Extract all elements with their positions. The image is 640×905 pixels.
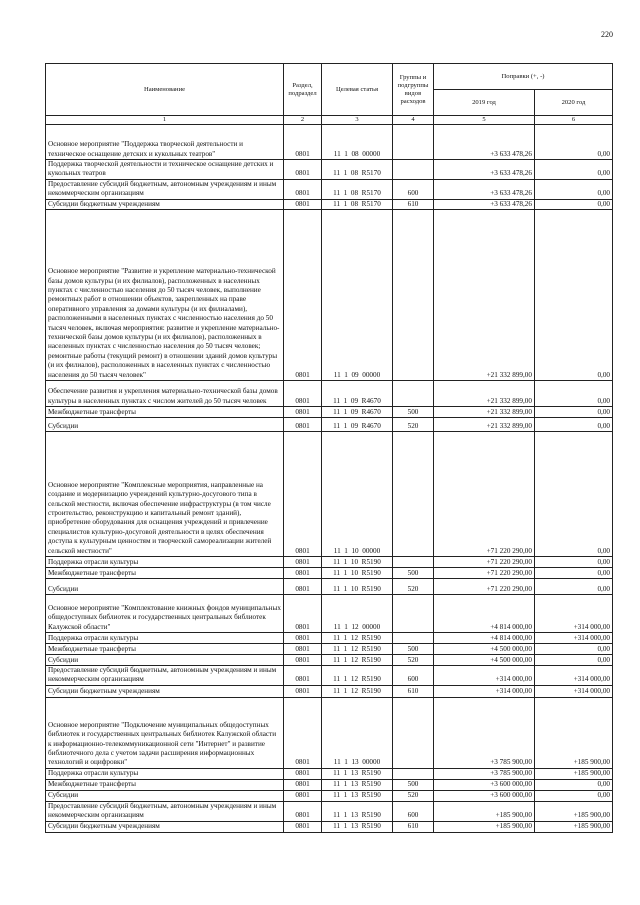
cell-2019: +3 785 900,00 <box>434 768 535 779</box>
cell-target: 11 1 13 R5190 <box>322 768 393 779</box>
cell-group <box>393 768 434 779</box>
column-number: 6 <box>535 116 613 125</box>
cell-section: 0801 <box>284 418 322 432</box>
cell-group: 600 <box>393 179 434 199</box>
cell-name: Межбюджетные трансферты <box>46 568 284 579</box>
table-body <box>46 125 613 833</box>
column-number: 3 <box>322 116 393 125</box>
cell-section: 0801 <box>284 125 322 160</box>
cell-2019: +4 500 000,00 <box>434 655 535 666</box>
cell-name: Субсидии бюджетным учреждениям <box>46 199 284 209</box>
cell-2020: 0,00 <box>535 160 613 180</box>
cell-group <box>393 595 434 633</box>
header-name: Наименование <box>46 64 284 116</box>
table-row <box>46 125 613 160</box>
column-number: 1 <box>46 116 284 125</box>
cell-group: 500 <box>393 407 434 418</box>
cell-name: Основное мероприятие "Развитие и укрепление материально-технической базы домов культуры (и их филиалов), расположенных в населенных пунктах с численностью населения до 50 тысяч человек, выполнение ремонтных работ в отношении объектов, закрепленных на праве оперативного управления за домами культуры (и их филиалами), расположенными в населенных пунктах с численностью населения до 50 тысяч человек, включая мероприятия: развитие и укрепление материально-технической базы домов культуры (и их филиалов), расположенных в населенных пунктах с численностью населения до 50 тысяч человек; ремонтные работы (текущий ремонт) в отношении зданий домов культуры (и их филиалов), расположенных в населенных пунктах с численностью населения до 50 тысяч человек" <box>46 210 284 381</box>
cell-2020: 0,00 <box>535 179 613 199</box>
cell-section: 0801 <box>284 655 322 666</box>
table-row <box>46 160 613 180</box>
cell-name: Субсидии <box>46 655 284 666</box>
cell-2019: +3 633 478,26 <box>434 179 535 199</box>
table-row <box>46 666 613 686</box>
cell-section: 0801 <box>284 579 322 595</box>
cell-group <box>393 381 434 407</box>
cell-target: 11 1 08 R5170 <box>322 199 393 209</box>
cell-2019: +4 814 000,00 <box>434 633 535 644</box>
cell-section: 0801 <box>284 633 322 644</box>
cell-target: 11 1 08 R5170 <box>322 160 393 180</box>
cell-section: 0801 <box>284 160 322 180</box>
cell-section: 0801 <box>284 210 322 381</box>
cell-2020: 0,00 <box>535 199 613 209</box>
cell-group: 610 <box>393 821 434 832</box>
cell-section: 0801 <box>284 568 322 579</box>
header-section: Раздел, подраздел <box>284 64 322 116</box>
cell-2020: 0,00 <box>535 655 613 666</box>
cell-2020: 0,00 <box>535 790 613 801</box>
cell-section: 0801 <box>284 407 322 418</box>
cell-target: 11 1 09 00000 <box>322 210 393 381</box>
cell-2020: 0,00 <box>535 432 613 557</box>
cell-2019: +3 600 000,00 <box>434 779 535 790</box>
cell-target: 11 1 08 R5170 <box>322 179 393 199</box>
cell-2020: +185 900,00 <box>535 768 613 779</box>
cell-section: 0801 <box>284 790 322 801</box>
cell-target: 11 1 12 00000 <box>322 595 393 633</box>
cell-2019: +185 900,00 <box>434 801 535 821</box>
cell-group: 520 <box>393 579 434 595</box>
cell-2020: +185 900,00 <box>535 821 613 832</box>
cell-2020: 0,00 <box>535 418 613 432</box>
cell-2020: 0,00 <box>535 407 613 418</box>
table-row <box>46 210 613 381</box>
cell-group <box>393 210 434 381</box>
table-row <box>46 779 613 790</box>
cell-group <box>393 432 434 557</box>
cell-2019: +3 785 900,00 <box>434 697 535 768</box>
cell-name: Основное мероприятие "Поддержка творческой деятельности и техническое оснащение детских и кукольных театров" <box>46 125 284 160</box>
cell-2020: 0,00 <box>535 557 613 568</box>
header-groups: Группы и подгруппы видов расходов <box>393 64 434 116</box>
table-row <box>46 685 613 697</box>
table-row <box>46 768 613 779</box>
cell-group <box>393 697 434 768</box>
cell-section: 0801 <box>284 381 322 407</box>
cell-name: Основное мероприятие "Подключение муниципальных общедоступных библиотек и государственных центральных библиотек Калужской области к информационно-телекоммуникационной сети "Интернет" и развитие библиотечного дела с учетом задачи расширения информационных технологий и оцифровки" <box>46 697 284 768</box>
cell-target: 11 1 10 R5190 <box>322 579 393 595</box>
cell-name: Предоставление субсидий бюджетным, автономным учреждениям и иным некоммерческим организациям <box>46 801 284 821</box>
cell-section: 0801 <box>284 666 322 686</box>
cell-name: Поддержка отрасли культуры <box>46 633 284 644</box>
cell-2019: +3 600 000,00 <box>434 790 535 801</box>
cell-2020: +314 000,00 <box>535 666 613 686</box>
cell-2019: +3 633 478,26 <box>434 125 535 160</box>
cell-section: 0801 <box>284 697 322 768</box>
cell-target: 11 1 13 R5190 <box>322 790 393 801</box>
cell-name: Межбюджетные трансферты <box>46 407 284 418</box>
cell-2020: 0,00 <box>535 644 613 655</box>
cell-target: 11 1 10 00000 <box>322 432 393 557</box>
cell-group: 520 <box>393 790 434 801</box>
page-number: 220 <box>601 30 613 39</box>
cell-name: Основное мероприятие "Комплектование книжных фондов муниципальных общедоступных библиотек и государственных центральных библиотек Калужской области" <box>46 595 284 633</box>
cell-2020: +314 000,00 <box>535 685 613 697</box>
cell-section: 0801 <box>284 595 322 633</box>
header-year-2020: 2020 год <box>535 90 613 116</box>
cell-section: 0801 <box>284 801 322 821</box>
cell-section: 0801 <box>284 821 322 832</box>
table-row <box>46 697 613 768</box>
table-row <box>46 418 613 432</box>
cell-name: Субсидии бюджетным учреждениям <box>46 685 284 697</box>
cell-target: 11 1 12 R5190 <box>322 666 393 686</box>
cell-section: 0801 <box>284 685 322 697</box>
column-number: 4 <box>393 116 434 125</box>
cell-target: 11 1 08 00000 <box>322 125 393 160</box>
cell-2019: +3 633 478,26 <box>434 160 535 180</box>
cell-2020: +314 000,00 <box>535 595 613 633</box>
cell-2019: +314 000,00 <box>434 666 535 686</box>
cell-group <box>393 160 434 180</box>
cell-group: 610 <box>393 685 434 697</box>
cell-section: 0801 <box>284 199 322 209</box>
cell-target: 11 1 12 R5190 <box>322 655 393 666</box>
cell-name: Основное мероприятие "Комплексные мероприятия, направленные на создание и модернизацию учреждений культурно-досугового типа в сельской местности, включая обеспечение инфраструктуры (в том числе строительство, реконструкцию и капитальный ремонт зданий), приобретение оборудования для оснащения учреждений и привлечение специалистов культурно-досуговой деятельности в целях обеспечения доступа к культурным ценностям и творческой самореализации жителей сельской местности" <box>46 432 284 557</box>
table-row <box>46 381 613 407</box>
cell-name: Субсидии <box>46 790 284 801</box>
cell-target: 11 1 13 R5190 <box>322 801 393 821</box>
cell-2019: +71 220 290,00 <box>434 432 535 557</box>
table-row <box>46 432 613 557</box>
cell-target: 11 1 09 R4670 <box>322 418 393 432</box>
cell-2019: +21 332 899,00 <box>434 210 535 381</box>
table-row <box>46 199 613 209</box>
cell-2020: 0,00 <box>535 779 613 790</box>
cell-target: 11 1 09 R4670 <box>322 407 393 418</box>
cell-name: Обеспечение развития и укрепления материально-технической базы домов культуры в населенных пунктах с числом жителей до 50 тысяч человек <box>46 381 284 407</box>
cell-target: 11 1 10 R5190 <box>322 568 393 579</box>
cell-target: 11 1 13 R5190 <box>322 779 393 790</box>
table-row <box>46 568 613 579</box>
cell-2019: +314 000,00 <box>434 685 535 697</box>
cell-target: 11 1 12 R5190 <box>322 685 393 697</box>
header-target: Целевая статья <box>322 64 393 116</box>
budget-amendments-table <box>45 63 613 833</box>
cell-name: Поддержка творческой деятельности и техническое оснащение детских и кукольных театров <box>46 160 284 180</box>
cell-2020: +314 000,00 <box>535 633 613 644</box>
cell-name: Предоставление субсидий бюджетным, автономным учреждениям и иным некоммерческим организациям <box>46 179 284 199</box>
cell-target: 11 1 09 R4670 <box>322 381 393 407</box>
cell-target: 11 1 13 00000 <box>322 697 393 768</box>
cell-group: 520 <box>393 418 434 432</box>
cell-target: 11 1 10 R5190 <box>322 557 393 568</box>
cell-group: 500 <box>393 568 434 579</box>
cell-group <box>393 125 434 160</box>
table-row <box>46 595 613 633</box>
cell-group: 610 <box>393 199 434 209</box>
cell-2019: +21 332 899,00 <box>434 418 535 432</box>
table-row <box>46 407 613 418</box>
cell-name: Поддержка отрасли культуры <box>46 768 284 779</box>
table-row <box>46 557 613 568</box>
cell-2020: 0,00 <box>535 568 613 579</box>
table-row <box>46 821 613 832</box>
cell-2019: +71 220 290,00 <box>434 568 535 579</box>
cell-2020: +185 900,00 <box>535 697 613 768</box>
cell-group: 600 <box>393 801 434 821</box>
cell-name: Межбюджетные трансферты <box>46 644 284 655</box>
cell-section: 0801 <box>284 779 322 790</box>
cell-section: 0801 <box>284 432 322 557</box>
cell-name: Субсидии <box>46 579 284 595</box>
table-row <box>46 179 613 199</box>
cell-group <box>393 633 434 644</box>
cell-name: Субсидии <box>46 418 284 432</box>
cell-2019: +21 332 899,00 <box>434 381 535 407</box>
table-row <box>46 579 613 595</box>
table-row <box>46 790 613 801</box>
table-row <box>46 644 613 655</box>
table-row <box>46 633 613 644</box>
cell-group: 500 <box>393 644 434 655</box>
cell-group: 500 <box>393 779 434 790</box>
cell-group: 520 <box>393 655 434 666</box>
cell-section: 0801 <box>284 179 322 199</box>
column-number: 2 <box>284 116 322 125</box>
cell-name: Предоставление субсидий бюджетным, автономным учреждениям и иным некоммерческим организациям <box>46 666 284 686</box>
cell-2019: +71 220 290,00 <box>434 557 535 568</box>
cell-2020: 0,00 <box>535 210 613 381</box>
cell-2019: +71 220 290,00 <box>434 579 535 595</box>
cell-section: 0801 <box>284 557 322 568</box>
table-row <box>46 801 613 821</box>
table-row <box>46 655 613 666</box>
cell-target: 11 1 12 R5190 <box>322 644 393 655</box>
cell-2020: 0,00 <box>535 125 613 160</box>
cell-name: Поддержка отрасли культуры <box>46 557 284 568</box>
cell-section: 0801 <box>284 768 322 779</box>
cell-target: 11 1 13 R5190 <box>322 821 393 832</box>
cell-2020: 0,00 <box>535 381 613 407</box>
cell-2019: +4 814 000,00 <box>434 595 535 633</box>
cell-group: 600 <box>393 666 434 686</box>
cell-2019: +4 500 000,00 <box>434 644 535 655</box>
cell-2020: +185 900,00 <box>535 801 613 821</box>
cell-group <box>393 557 434 568</box>
cell-name: Субсидии бюджетным учреждениям <box>46 821 284 832</box>
cell-target: 11 1 12 R5190 <box>322 633 393 644</box>
header-year-2019: 2019 год <box>434 90 535 116</box>
cell-2020: 0,00 <box>535 579 613 595</box>
cell-2019: +3 633 478,26 <box>434 199 535 209</box>
cell-2019: +185 900,00 <box>434 821 535 832</box>
cell-section: 0801 <box>284 644 322 655</box>
cell-name: Межбюджетные трансферты <box>46 779 284 790</box>
header-amendments: Поправки (+, -) <box>434 64 613 90</box>
cell-2019: +21 332 899,00 <box>434 407 535 418</box>
column-number: 5 <box>434 116 535 125</box>
